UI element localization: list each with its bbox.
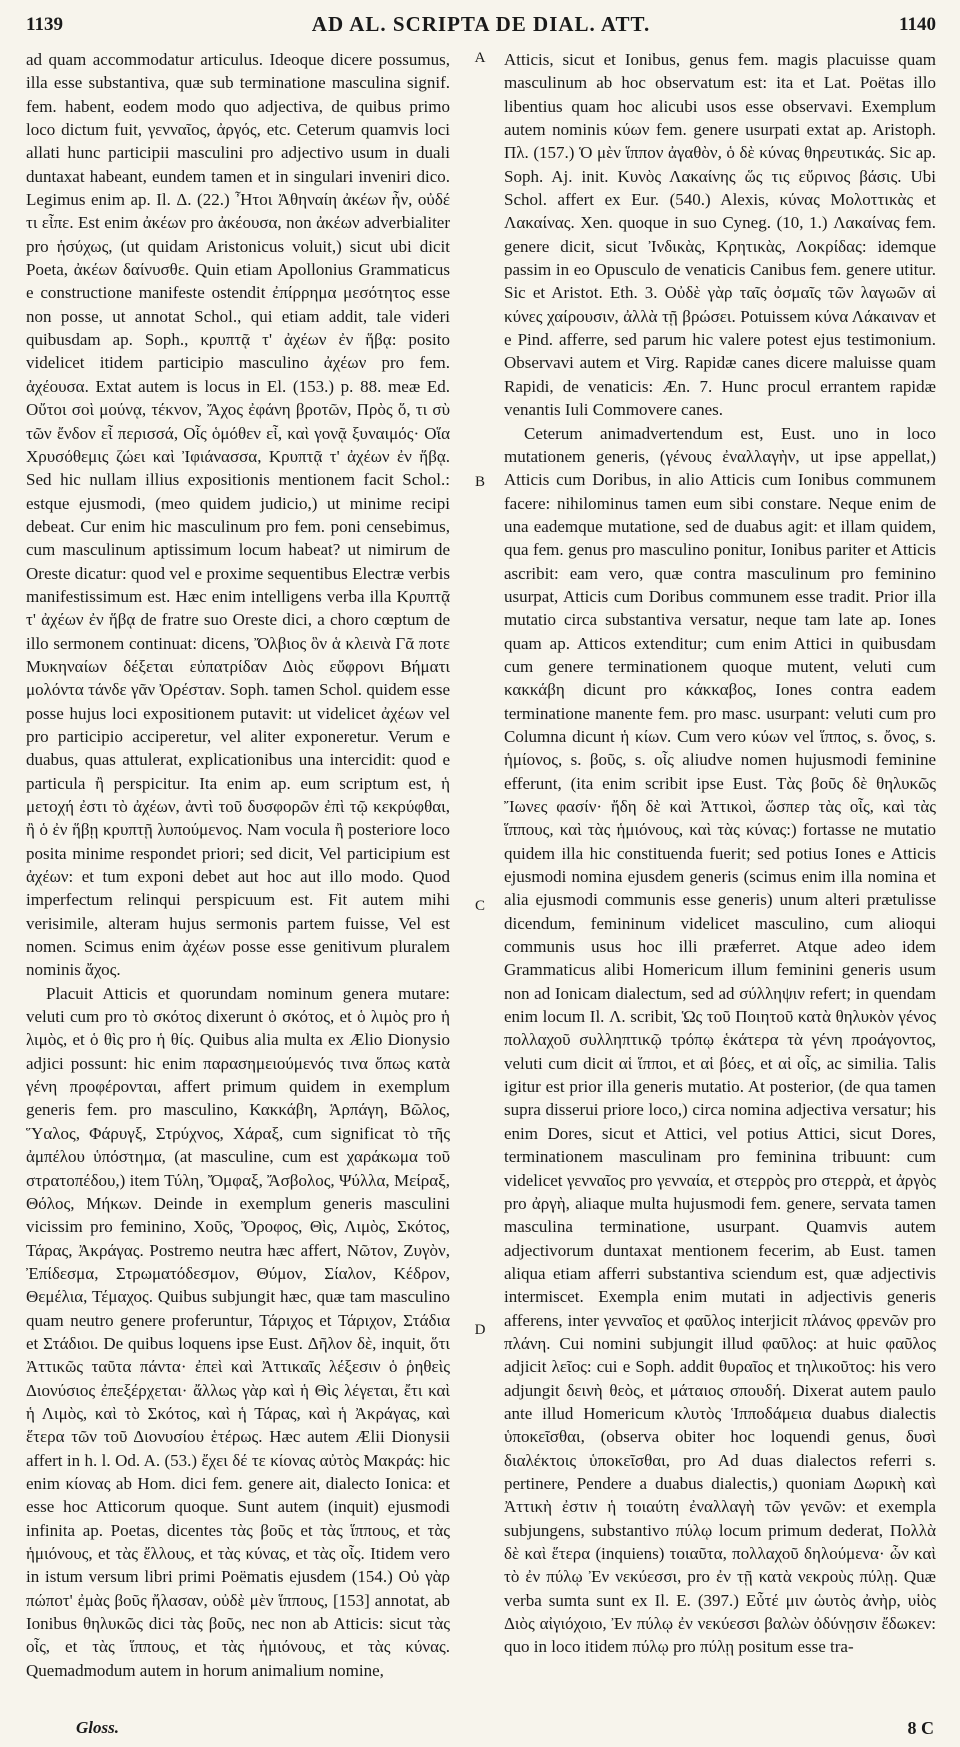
page-number-left: 1139	[26, 14, 63, 35]
margin-letter-c: C	[474, 898, 485, 914]
right-paragraph-1: Atticis, sicut et Ionibus, genus fem. magis placuisse quam masculinum ab hoc observatum est: ita et Lat. Poëtas illo libentius quam hoc alicubi usos esse observavi. Exemplum autem nominis κύων fem. genere usurpati extat ap. Aristoph. Πλ. (157.) Ὁ μὲν ἵππον ἀγαθὸν, ὁ δὲ κύνας θηρευτικάς. Sic ap. Soph. Aj. init. Κυνὸς Λακαίνης ὥς τις εὔρινος βάσις. Ubi Schol. affert ex Eur. (540.) Alexis, κύνας Μολοττικὰς et Λακαίνας. Xen. quoque in suo Cyneg. (10, 1.) Λακαίνας fem. genere dicit, sicut Ἰνδικὰς, Κρητικὰς, Λοκρίδας: idemque passim in eo Opusculo de venaticis Canibus fem. genere utitur. Sic et Aristot. Eth. 3. Οὐδὲ γὰρ ταῖς ὀσμαῖς τῶν λαγωῶν αἱ κύνες χαίρουσιν, ἀλλὰ τῇ βρώσει. Potuissem κύνα Λάκαιναν et e Pind. afferre, sed parum hic valere potest ejus testimonium. Observavi autem et Virg. Rapidæ canes dicere maluisse quam Rapidi, de venaticis: Æn. 7. Hunc procul errantem rapidæ venantis Iuli Commovere canes.	[504, 50, 936, 420]
sheet-mark: 8 C	[907, 1718, 934, 1738]
running-title: AD AL. SCRIPTA DE DIAL. ATT.	[311, 12, 651, 36]
margin-letter-d: D	[474, 1322, 486, 1338]
margin-letter-b: B	[474, 474, 485, 490]
right-paragraph-2: Ceterum animadvertendum est, Eust. uno in loco mutationem generis, (γένους ἐναλλαγὴν, ut ipse appellat,) Atticis cum Doribus, in alio Atticis cum Ionibus communem facere: nihilominus tamen eum sibi constare. Neque enim de una eademque mutatione, sed de duabus agit: et illam quidem, qua fem. genus pro masculino ponitur, Ionibus pariter et Atticis ascribit: eam vero, quæ contra masculinum pro feminino usurpat, Atticis cum Doribus communem esse tradit. Prior illa mutatio circa substantiva versatur, neque tam late ap. Iones quam ap. Atticos extenditur; cum enim Attici in quibusdam cum genere terminationem quoque mutent, veluti cum κακκάβη dicunt pro κάκκαβος, Iones contra eadem terminatione manente fem. pro masc. usurpant: veluti cum pro Columna dicunt ἡ κίων. Cum vero κύων vel ἵππος, s. ὄνος, s. ἡμίονος, s. βοῦς, s. οἶς aliudve nomen hujusmodi feminine efferunt, (ita enim scribit ipse Eust. Τὰς βοῦς δὲ θηλυκῶς Ἴωνες φασίν· ἤδη δὲ καὶ Ἀττικοὶ, ὥσπερ τὰς οἶς, καὶ τὰς ἵππους, καὶ τὰς ἡμιόνους, καὶ τὰς κύνας:) fortasse ne mutatio quidem illa hic constituenda fuerit; sed potius Iones e Atticis ejusmodi nomina ejusdem generis (scimus enim illa nomina et alia ejusmodi communis esse generis) unum alteri prætulisse dicendum, femininum videlicet masculino, cum alioqui communis usus hoc illi præferret. Atque adeo idem Grammaticus alibi Homericum illum feminini generis usum non ad Ionicam dialectum, sed ad σύλληψιν refert; in quendam enim locum Il. Λ. scribit, Ὡς τοῦ Ποιητοῦ κατὰ θηλυκὸν γένος πολλαχοῦ συλληπτικῷ τρόπῳ ἑκάτερα τὰ γένη προάγοντος, veluti cum dicit αἱ ἵπποι, et αἱ βόες, et αἱ οἶς, ac similia. Talis igitur est prior illa generis mutatio. At posterior, (de qua tamen supra disserui priore loco,) circa nomina adjectiva versatur; his enim Dores, sicut et Attici, vel potius Attici, sicut Dores, terminationem masculinam pro feminina tribuunt: cum videlicet γενναῖος pro γενναία, et στερρὸς pro στερρὰ, et ἀργὸς pro ἀργὴ, aliaque multa hujusmodi fem. genere, servata tamen masculina terminatione, usurpant. Quamvis autem adjectivorum duntaxat mentionem fecerim, ab Eust. tamen aliqua etiam afferri substantiva sciendum est, quæ adjectivis intermiscet. Exempla enim mutati in adjectivis generis afferens, inter γενναῖος et φαῦλος interjicit πλάνος φρενῶν pro πλάνη. Cui nomini subjungit illud φαῦλος: at huic φαῦλος adjicit λεῖος: cui e Soph. addit θυραῖος et τηλικοῦτος: his vero adjungit δεινὴ θεὸς, et μάταιος σπουδή. Dixerat autem paulo ante illud Homericum κλυτὸς Ἱπποδάμεια duabus dialectis ὑποκεῖσθαι, (observa obiter hoc loquendi genus, δυσὶ διαλέκτοις ὑποκεῖσθαι, pro Ad duas dialectos referri s. pertinere, Pendere a duabus dialectis,) quoniam Δωρικὴ καὶ Ἀττικὴ ἐστιν ἡ τοιαύτη ἐναλλαγὴ τῶν γενῶν: et exempla subjungens, substantivo πύλῳ locum primum dederat, Πολλὰ δὲ καὶ ἕτερα (inquiens) τοιαῦτα, πολλαχοῦ δηλούμενα· ὧν καὶ τὸ ἐν πύλῳ Ἐν νεκύεσσι, pro ἐν τῇ κατὰ νεκροὺς πύλῃ. Quæ verba sumta sunt ex Il. E. (397.) Εὖτέ μιν ὡυτὸς ἀνὴρ, υἱὸς Διὸς αἰγιόχοιο, Ἐν πύλῳ ἐν νεκύεσσι βαλὼν ὀδύνῃσιν ἔδωκεν: quo in loco itidem πύλῳ pro πύλῃ positum esse tra-	[504, 423, 936, 1657]
left-paragraph-2: Placuit Atticis et quorundam nominum genera mutare: veluti cum pro τὸ σκότος dixerunt ὁ σκότος, et ὁ λιμὸς pro ἡ λιμὸς, et ὁ θὶς pro ἡ θίς. Quibus alia multa ex Ælio Dionysio adjici possunt: hic enim παρασημειούμενός τινα ὅπως κατὰ γένη προφέρονται, affert primum quidem in exemplum generis fem. pro masculino, Κακκάβη, Ἁρπάγη, Βῶλος, Ὕαλος, Φάρυγξ, Στρύχνος, Χάραξ, cum significat τὸ τῆς ἀμπέλου ὑπόστημα, (at masculine, cum est χαράκωμα τοῦ στρατοπέδου,) item Τύλη, Ὄμφαξ, Ἄσβολος, Ψύλλα, Μείραξ, Θόλος, Μήκων. Deinde in exemplum generis masculini vicissim pro feminino, Χοῦς, Ὄροφος, Θὶς, Λιμὸς, Σκότος, Τάρας, Ἀκράγας. Postremo neutra hæc affert, Νῶτον, Ζυγὸν, Ἐπίδεσμα, Στρωματόδεσμον, Θύμον, Σίαλον, Κέδρον, Θεμέλια, Τέμαχος. Quibus subjungit hæc, quæ tam masculino quam neutro genere proferuntur, Τάριχος et Τάριχον, Στάδια et Στάδιοι. De quibus loquens ipse Eust. Δῆλον δὲ, inquit, ὅτι Ἀττικῶς ταῦτα πάντα· ἐπεὶ καὶ Ἀττικαῖς λέξεσιν ὁ ῥηθεὶς Διονύσιος ἐπεξέρχεται· ἄλλως γὰρ καὶ ἡ Θὶς λέγεται, ἔτι καὶ ἡ Λιμὸς, καὶ τὸ Σκότος, καὶ ἡ Τάρας, καὶ ἡ Ἀκράγας, καὶ ἕτερα τῶν τοῦ Διονυσίου ἑτέρως. Hæc autem Ælii Dionysii affert in h. l. Od. A. (53.) ἔχει δέ τε κίονας αὐτὸς Μακράς: hic enim κίονας ab Hom. dici fem. genere ait, dialecto Ionica: et esse hoc Atticorum quoque. Sunt autem (inquit) ejusmodi infinita ap. Poetas, dicentes τὰς βοῦς et τὰς ἵππους, et τὰς ἡμιόνους, et τὰς ἔλλους, et τὰς κύνας, et τὰς οἶς. Itidem vero in istum versum libri primi Poëmatis ejusdem (154.) Οὐ γὰρ πώποτ' ἐμὰς βοῦς ἤλασαν, οὐδὲ μὲν ἵππους, [153] annotat, ab Ionibus θηλυκῶς dici τὰς βοῦς, nec non ab Atticis: sicut τὰς οἶς, et τὰς ἵππους, et τὰς ἡμιόνους, et τὰς κύνας. Quemadmodum autem in horum animalium nomine,	[26, 983, 450, 1680]
signature-mark: Gloss.	[76, 1718, 119, 1737]
right-column	[504, 48, 936, 1659]
page-header	[26, 8, 936, 38]
left-column	[26, 48, 450, 1682]
page-number-right: 1140	[899, 14, 936, 35]
page	[26, 8, 946, 1743]
margin-letter-a: A	[474, 50, 486, 66]
left-paragraph-1: ad quam accommodatur articulus. Ideoque dicere possumus, illa esse substantiva, quæ sub terminatione masculina signif. fem. habent, eodem modo quo adjectiva, de quibus primo loco dictum fuit, γενναῖος, ἀργός, etc. Ceterum quamvis loci allati hunc participii masculini pro adjectivo usum in duali duntaxat habeant, eundem tamen et in singulari inveniri dico. Legimus enim ap. Il. Δ. (22.) Ἦτοι Ἀθηναίη ἀκέων ἦν, οὐδέ τι εἶπε. Est enim ἀκέων pro ἀκέουσα, non ἀκέων adverbialiter pro ἡσύχως, (ut quidam Aristonicus voluit,) sicut ubi dicit Poeta, ἀκέων δαίνυσθε. Quin etiam Apollonius Grammaticus e constructione manifeste ostendit ἐπίρρημα μεσότητος esse non posse, ut annotat Schol., qui etiam addit, tale videri quibusdam ap. Soph., κρυπτᾷ τ' ἀχέων ἐν ἥβᾳ: posito videlicet itidem participio masculino ἀχέων pro fem. ἀχέουσα. Extat autem is locus in El. (153.) p. 88. meæ Ed. Οὔτοι σοὶ μούνᾳ, τέκνον, Ἄχος ἐφάνη βροτῶν, Πρὸς ὅ, τι σὺ τῶν ἔνδον εἶ περισσά, Οἷς ὁμόθεν εἶ, καὶ γονᾷ ξυναιμός· Οἵα Χρυσόθεμις ζώει καὶ Ἰφιάνασσα, Κρυπτᾷ τ' ἀχέων ἐν ἥβᾳ. Sed hic nullam illius expositionis mentionem facit Schol.: estque ejusmodi, (meo quidem judicio,) ut minime recipi debeat. Cur enim hic masculinum pro fem. poni censebimus, cum masculinum aptissimum locum habeat? ut nimirum de Oreste dicatur: quod vel e proxime sequentibus Electræ verbis manifestissimum est. Hæc enim intelligens verba illa Κρυπτᾷ τ' ἀχέων ἐν ἥβᾳ de fratre suo Oreste dici, a choro cœptum de illo sermonem continuat: dicens, Ὄλβιος ὃν ἁ κλεινὰ Γᾶ ποτε Μυκηναίων δέξεται εὐπατρίδαν Διὸς εὔφρονι Βήματι μολόντα τάνδε γᾶν Ὀρέσταν. Soph. tamen Schol. quidem esse posse hujus loci expositionem putavit: ut videlicet ἀχέων vel pro participio acciperetur, vel aliter exponeretur. Verum e duabus, quas attulerat, explicationibus una intercidit: quod e particula ἢ perspicitur. Ita enim ap. eum scriptum est, ἡ μετοχή ἐστι τὸ ἀχέων, ἀντὶ τοῦ δυσφορῶν ἐπὶ τῷ κεκρύφθαι, ἢ ὁ ἐν ἥβῃ κρυπτῇ λυπούμενος. Nam vocula ἢ posteriore loco posita minime respondet priori; sed dicit, Vel participium est ἀχέων: et tum exponi debet aut hoc aut illo modo. Quod imperfectum relinqui perspicuum est. Fit autem mihi verisimile, alteram hujus sermonis partem fuisse, Vel est nomen. Scimus enim ἀχέων posse esse genitivum pluralem nominis ἄχος.	[26, 50, 450, 980]
